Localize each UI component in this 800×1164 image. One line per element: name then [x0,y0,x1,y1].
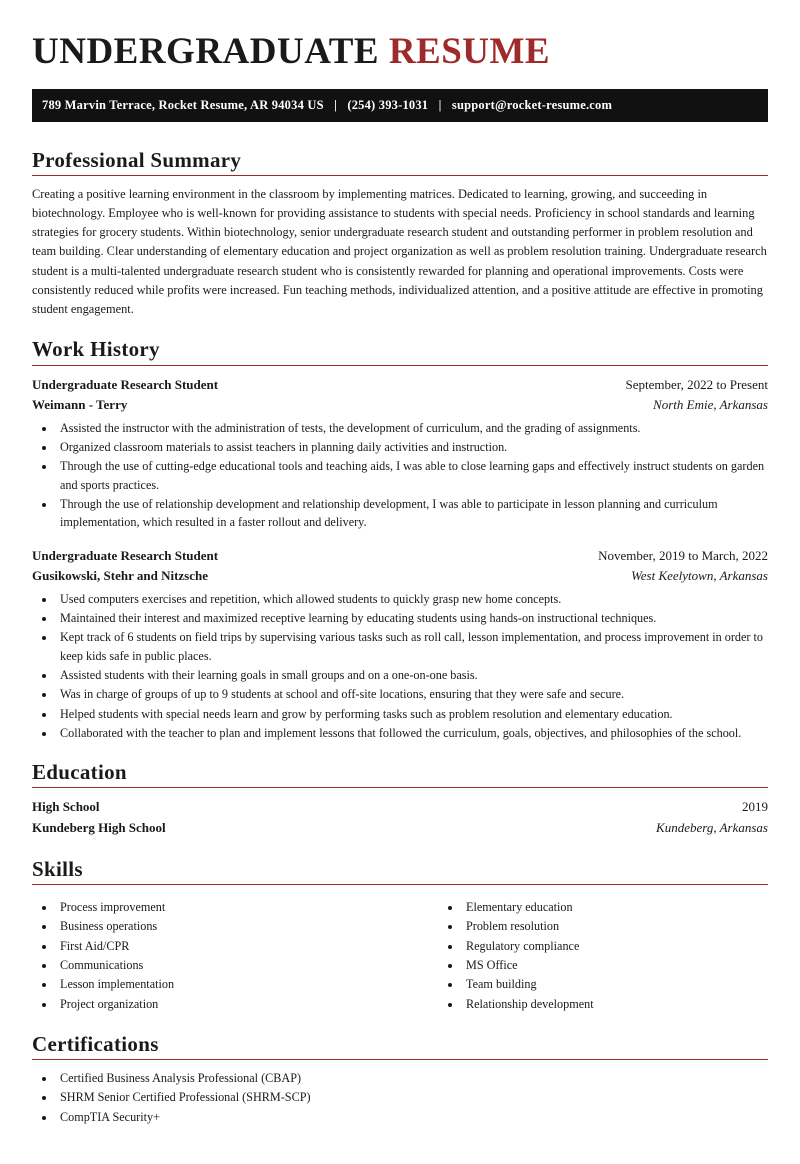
page-title-accent: RESUME [388,31,551,72]
education-header-row [32,797,768,818]
skill-item: • MS Office [462,956,768,974]
skill-item: • Team building [462,975,768,993]
job-bullet: • Assisted the instructor with the administration of tests, the development of curriculum, and the grading of assignments. [56,419,768,437]
job-title: Undergraduate Research Student [32,547,219,563]
section-title-work-history: Work History [32,337,160,362]
section-title-certifications: Certifications [32,1031,159,1056]
job-bullet: • Maintained their interest and maximized receptive learning by educating students using hands-on instructional techniques. [56,609,768,627]
skills-column-left [32,894,400,1014]
job-bullet-list [32,419,768,532]
education-year: 2019 [742,799,768,815]
job-bullet: • Organized classroom materials to assist teachers in planning daily activities and instruction. [56,438,768,456]
job-subheader-row [32,395,768,415]
skills-columns [32,894,768,1014]
job-bullet: • Helped students with special needs learn and grow by performing tasks such as problem resolution and elementary education. [56,705,768,723]
professional-summary-text: Creating a positive learning environment in the classroom by implementing matrices. Dedicated to learning, growing, and succeeding in biotechnology. Employee who is well-known for providing assistance to students with special needs. Proficiency in school standards and learning strategies for grocery students. Within biotechnology, senior undergraduate research student and outstanding performer in problem resolution and team building. Clear understanding of elementary education and project organization as well as problem resolution training. Undergraduate research student is a multi-talented undergraduate research student who is consistently rewarded for planning and operational improvements. Costs were consistently reduced while profits were increased. Fun teaching methods, individualized attention, and a positive attitude are effective in promoting student engagement. [32,186,767,317]
section-certifications [32,1032,768,1126]
job-bullet: • Assisted students with their learning goals in small groups and on a one-on-one basis. [56,666,768,684]
section-divider [32,365,768,366]
education-entry [32,797,768,839]
job-company: Gusikowski, Stehr and Nitzsche [32,567,209,583]
job-bullet: • Was in charge of groups of up to 9 students at school and off-site locations, ensuring that they were safe and secure. [56,685,768,703]
section-divider [32,1059,768,1060]
job-bullet: • Through the use of cutting-edge educational tools and teaching aids, I was able to close learning gaps and effectively instruct students on garden and sports practices. [56,457,768,494]
job-bullet: • Kept track of 6 students on field trips by supervising various tasks such as roll call, lesson implementation, and process improvement in order to keep kids safe in public places. [56,628,768,665]
work-history-entry [32,546,768,743]
certification-item: • Certified Business Analysis Professional (CBAP) [56,1069,768,1087]
contact-address: 789 Marvin Terrace, Rocket Resume, AR 94034 US [42,97,324,112]
section-title-professional-summary: Professional Summary [32,147,242,172]
certification-item: • CompTIA Security+ [56,1108,768,1126]
section-divider [32,175,768,176]
skills-list [438,898,768,1013]
certifications-list [32,1069,768,1126]
job-bullet-list [32,590,768,742]
skill-item: • Process improvement [56,898,400,916]
contact-email[interactable]: support@rocket-resume.com [451,97,613,112]
skills-list [32,898,400,1013]
skill-item: • Communications [56,956,400,974]
job-location: West Keelytown, Arkansas [631,567,768,583]
section-skills [32,857,768,1014]
job-bullet: • Through the use of relationship development and relationship development, I was able to participate in lesson planning and curriculum implementation, which resulted in a faster rollout and delivery. [56,495,768,532]
contact-separator-2: | [438,97,442,112]
skill-item: • Problem resolution [462,917,768,935]
job-header-row [32,546,768,566]
job-bullet: • Collaborated with the teacher to plan and implement lessons that followed the curriculum, goals, objectives, and philosophies of the school. [56,724,768,742]
page-title [32,32,768,73]
skill-item: • Project organization [56,995,400,1013]
skill-item: • Relationship development [462,995,768,1013]
page-title-primary: UNDERGRADUATE [32,31,380,72]
job-title: Undergraduate Research Student [32,376,219,392]
certification-item: • SHRM Senior Certified Professional (SHRM-SCP) [56,1088,768,1106]
work-history-entry [32,375,768,532]
education-degree: High School [32,799,100,815]
education-school: Kundeberg High School [32,820,166,836]
section-divider [32,884,768,885]
job-header-row [32,375,768,395]
contact-separator-1: | [334,97,338,112]
job-location: North Emie, Arkansas [653,396,768,412]
job-subheader-row [32,566,768,586]
section-divider [32,787,768,788]
section-professional-summary [32,148,768,320]
skill-item: • Lesson implementation [56,975,400,993]
job-dates: November, 2019 to March, 2022 [598,547,768,563]
job-bullet: • Used computers exercises and repetition, which allowed students to quickly grasp new home concepts. [56,590,768,608]
contact-bar [32,89,768,122]
education-location: Kundeberg, Arkansas [656,820,768,836]
section-title-education: Education [32,760,127,785]
section-education [32,760,768,839]
job-dates: September, 2022 to Present [625,376,768,392]
skill-item: • Regulatory compliance [462,937,768,955]
section-work-history [32,337,768,742]
education-subheader-row [32,818,768,839]
skill-item: • Business operations [56,917,400,935]
contact-phone[interactable]: (254) 393-1031 [347,97,429,112]
skill-item: • First Aid/CPR [56,937,400,955]
section-title-skills: Skills [32,856,83,881]
skills-column-right [400,894,768,1014]
skill-item: • Elementary education [462,898,768,916]
job-company: Weimann - Terry [32,396,128,412]
